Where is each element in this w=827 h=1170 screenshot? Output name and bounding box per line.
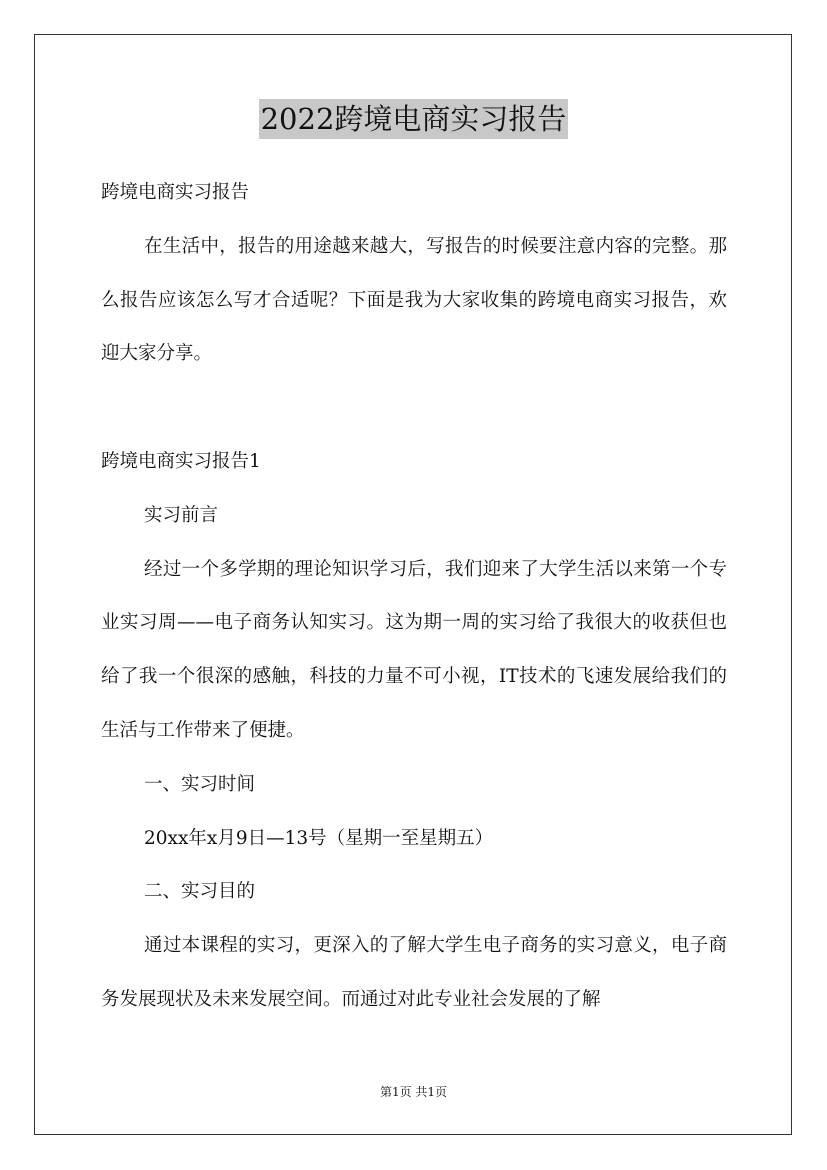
purpose-paragraph: 通过本课程的实习，更深入的了解大学生电子商务的实习意义，电子商务发展现状及未来发展空间。而通过对此专业社会发展的了解 xyxy=(101,935,727,1010)
subheading-purpose: 二、实习目的 xyxy=(144,881,256,903)
document-body xyxy=(101,166,727,1027)
page-footer xyxy=(0,1083,827,1101)
subheading-time: 一、实习时间 xyxy=(144,773,256,795)
subheading-preface: 实习前言 xyxy=(144,504,219,526)
time-paragraph: 20xx年x月9日—13号（星期一至星期五） xyxy=(144,827,494,849)
section-heading: 跨境电商实习报告 xyxy=(101,182,250,203)
report-heading: 跨境电商实习报告1 xyxy=(101,450,261,472)
page-number: 第1页 共1页 xyxy=(379,1085,448,1099)
document-title: 2022跨境电商实习报告 xyxy=(259,99,569,139)
title-container xyxy=(0,99,827,139)
intro-paragraph: 在生活中，报告的用途越来越大，写报告的时候要注意内容的完整。那么报告应该怎么写才合适呢？下面是我为大家收集的跨境电商实习报告，欢迎大家分享。 xyxy=(101,235,727,365)
preface-paragraph: 经过一个多学期的理论知识学习后，我们迎来了大学生活以来第一个专业实习周——电子商务认知实习。这为期一周的实习给了我很大的收获但也给了我一个很深的感触，科技的力量不可小视，IT技术的飞速发展给我们的生活与工作带来了便捷。 xyxy=(101,558,727,741)
blank-line xyxy=(101,381,727,435)
